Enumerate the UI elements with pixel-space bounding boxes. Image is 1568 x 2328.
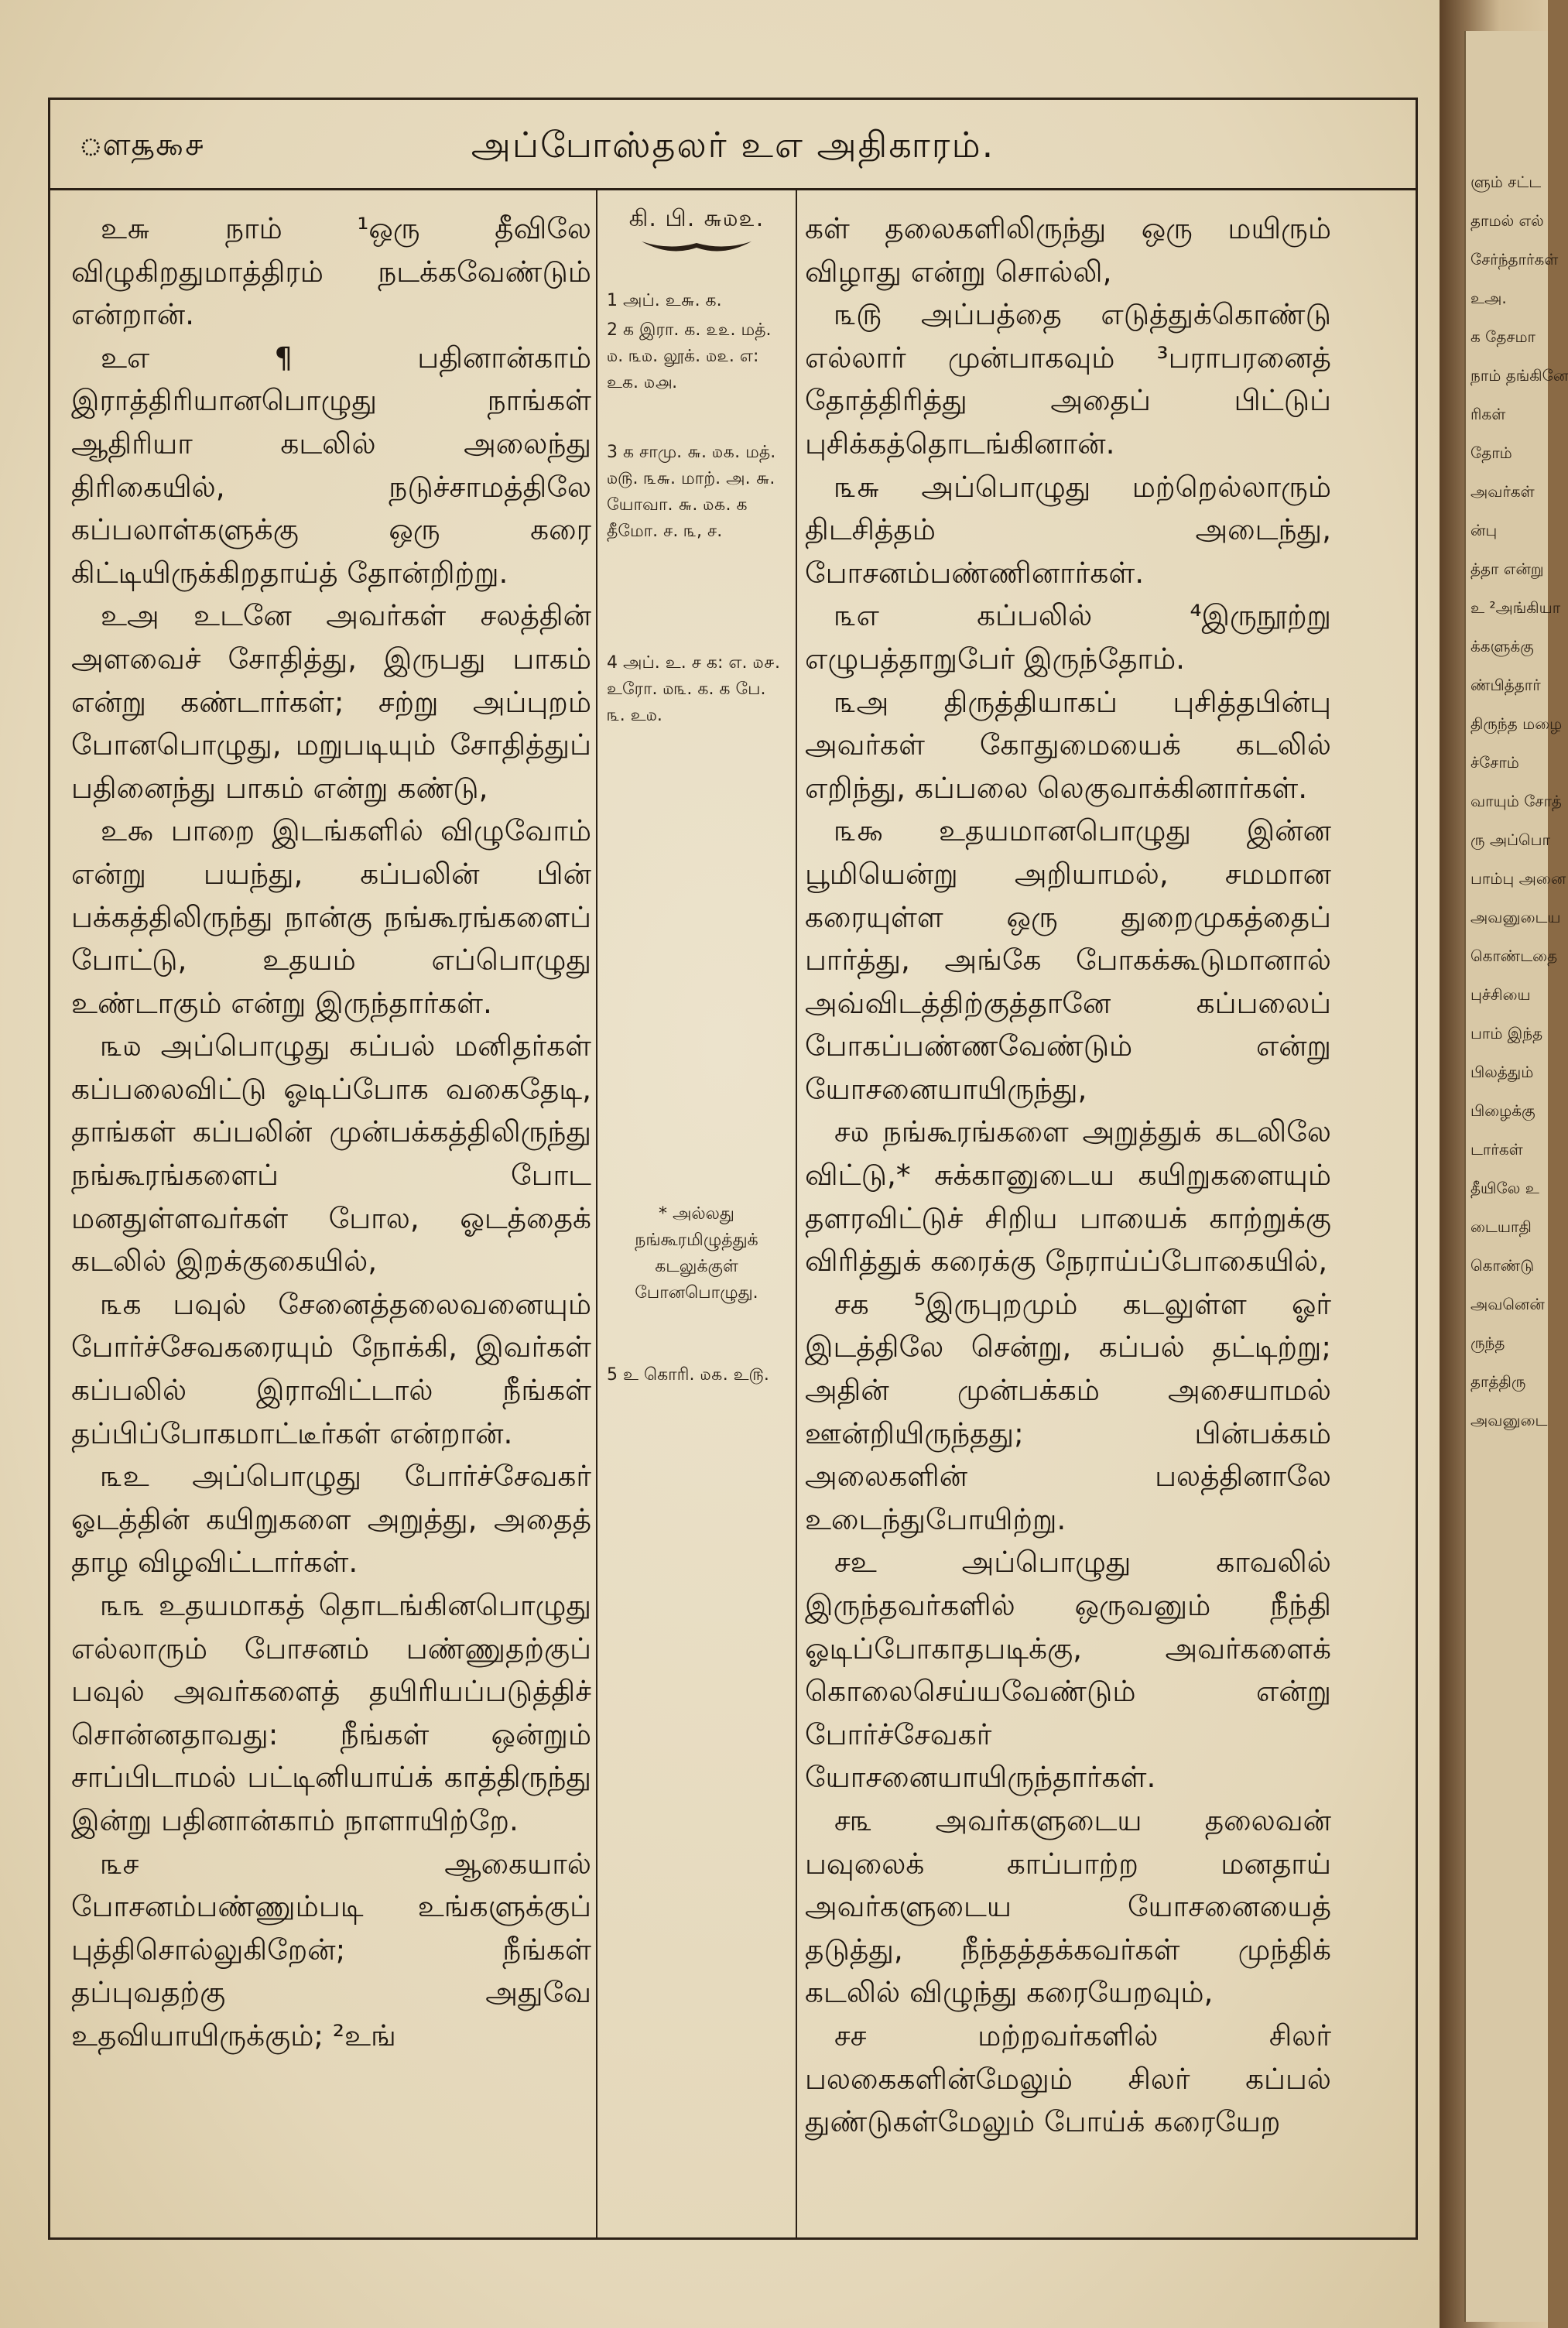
cross-reference-note: * அல்லது நங்கூரமிழுத்துக் கடலுக்குள் போனபொழுது.	[635, 1204, 758, 1303]
adjacent-page-fragment: திருந்த மழை	[1470, 714, 1563, 733]
verse-paragraph: சக ⁵இருபுறமும் கடலுள்ள ஓர் இடத்திலே சென்று, கப்பல் தட்டிற்று; அதின் முன்பக்கம் அசையாமல் ஊன்றியிருந்தது; பின்பக்கம் அலைகளின் பலத்தினாலே உடைந்துபோயிற்று.	[805, 1286, 1331, 1536]
column-rule-right	[796, 190, 797, 2240]
adjacent-page-fragment: ளும் சட்ட	[1470, 173, 1542, 191]
verse-paragraph: ச௩ அவர்களுடைய தலைவன் பவுலைக் காப்பாற்ற மனதாய் அவர்களுடைய யோசனையைத் தடுத்து, நீந்தத்தக்கவர்கள் முந்திக் கடலில் விழுந்து கரையேறவும்,	[805, 1802, 1331, 2010]
verse-paragraph: சச மற்றவர்களில் சிலர் பலகைகளின்மேலும் சிலர் கப்பல் துண்டுகள்மேலும் போய்க் கரையேற	[805, 2018, 1331, 2139]
margin-heading: கி. பி. ௬௰௨.	[628, 205, 765, 232]
verse-paragraph: சஉ அப்பொழுது காவலில் இருந்தவர்களில் ஒருவனும் நீந்தி ஓடிப்போகாதபடிக்கு, அவர்களைக் கொலைசெய்யவேண்டும் என்று போர்ச்சேவகர் யோசனையாயிருந்தார்கள்.	[805, 1545, 1331, 1795]
adjacent-page	[1464, 31, 1568, 2322]
verse-paragraph: ௩௩ உதயமாகத் தொடங்கினபொழுது எல்லாரும் போசனம் பண்ணுதற்குப் பவுல் அவர்களைத் தயிரியப்படுத்திச் சொன்னதாவது: நீங்கள் ஒன்றும் சாப்பிடாமல் பட்டினியாய்க் காத்திருந்து இன்று பதினான்காம் நாளாயிற்றே.	[71, 1588, 591, 1837]
verse-paragraph: ௩அ திருத்தியாகப் புசித்தபின்பு அவர்கள் கோதுமையைக் கடலில் எறிந்து, கப்பலை லெகுவாக்கினார்கள்.	[805, 684, 1331, 805]
adjacent-page-fragment: தோம்	[1470, 443, 1512, 462]
cross-reference-note: 5 உ கொரி. ௰௧. உ௫.	[607, 1365, 769, 1385]
adjacent-page-fragment: அவனென்	[1470, 1295, 1545, 1313]
verse-paragraph: உ௬ நாம் ¹ஒரு தீவிலே விழுகிறதுமாத்திரம் நடக்கவேண்டும் என்றான்.	[71, 211, 591, 332]
verse-paragraph: ௩௫ அப்பத்தை எடுத்துக்கொண்டு எல்லார் முன்பாகவும் ³பராபரனைத் தோத்திரித்து அதைப் பிட்டுப் புசிக்கத்தொடங்கினான்.	[805, 297, 1331, 460]
ornament-flourish-icon	[638, 237, 755, 257]
adjacent-page-fragment: க தேசமா	[1470, 327, 1535, 346]
cross-reference-note: 2 க இரா. க. ௨௨. மத். ௰. ௩௰. லூக். ௰௨. எ: உக. ௰௮.	[607, 320, 772, 392]
adjacent-page-fragment: தாமல் எல்	[1470, 211, 1544, 230]
adjacent-page-fragment: ண்பித்தார்	[1470, 676, 1541, 694]
adjacent-page-fragment: கொண்டதை	[1470, 947, 1558, 965]
adjacent-page-fragment: சேர்ந்தார்கள்	[1470, 250, 1559, 269]
adjacent-page-fragment: பிலத்தும்	[1470, 1063, 1534, 1081]
page-header	[48, 98, 1418, 190]
adjacent-page-fragment: ருந்த	[1470, 1333, 1505, 1352]
adjacent-page-fragment: அவர்கள்	[1470, 482, 1535, 501]
verse-paragraph: கள் தலைகளிலிருந்து ஒரு மயிரும் விழாது என்று சொல்லி,	[805, 211, 1331, 289]
page-number: ௗ௲௯௪	[79, 127, 206, 163]
cross-reference-note: 4 அப். உ. ச க: எ. ௰௪. உரோ. ௰௩. க. க பே. ௩. உ௰.	[607, 653, 780, 725]
adjacent-page-fragment: புச்சியை	[1470, 985, 1531, 1004]
cross-reference-note: 1 அப். உ௬. க.	[607, 291, 722, 310]
margin-references	[607, 205, 786, 1385]
left-column	[71, 207, 591, 2058]
adjacent-page-fragment: ன்பு	[1470, 521, 1498, 539]
right-column	[805, 207, 1331, 2144]
verse-paragraph: ௩உ அப்பொழுது போர்ச்சேவகர் ஓடத்தின் கயிறுகளை அறுத்து, அதைத் தாழ விழவிட்டார்கள்.	[71, 1459, 591, 1580]
adjacent-page-fragment: ரு அப்பொ	[1470, 830, 1550, 849]
verse-paragraph: உஎ ¶ பதினான்காம் இராத்திரியானபொழுது நாங்கள் ஆதிரியா கடலில் அலைந்து திரிகையில், நடுச்சாமத்திலே கப்பலாள்களுக்கு ஒரு கரை கிட்டியிருக்கிறதாய்த் தோன்றிற்று.	[71, 340, 591, 590]
verse-paragraph: உ௯ பாறை இடங்களில் விழுவோம் என்று பயந்து, கப்பலின் பின் பக்கத்திலிருந்து நான்கு நங்கூரங்களைப் போட்டு, உதயம் எப்பொழுது உண்டாகும் என்று இருந்தார்கள்.	[71, 813, 591, 1020]
adjacent-page-fragment: க்களுக்கு	[1470, 637, 1534, 656]
adjacent-page-fragment: அவனுடைய	[1470, 908, 1561, 926]
adjacent-page-fragment: உ ²அங்கியா	[1470, 598, 1561, 617]
verse-paragraph: ௩௯ உதயமானபொழுது இன்ன பூமியென்று அறியாமல், சமமான கரையுள்ள ஒரு துறைமுகத்தைப் பார்த்து, அங்கே போகக்கூடுமானால் அவ்விடத்திற்குத்தானே கப்பலைப் போகப்பண்ணவேண்டும் என்று யோசனையாயிருந்து,	[805, 813, 1331, 1106]
adjacent-page-fragment: பாம்பு அனை	[1470, 869, 1566, 888]
adjacent-page-fragment: பாம் இந்த	[1470, 1024, 1543, 1042]
adjacent-page-fragment: அவனுடை	[1470, 1411, 1548, 1429]
verse-paragraph: ௩க பவுல் சேனைத்தலைவனையும் போர்ச்சேவகரையும் நோக்கி, இவர்கள் கப்பலில் இராவிட்டால் நீங்கள் தப்பிப்போகமாட்டீர்கள் என்றான்.	[71, 1286, 591, 1450]
adjacent-page-fragment: தீயிலே உ	[1470, 1179, 1539, 1197]
adjacent-page-fragment: டார்கள்	[1470, 1140, 1523, 1159]
adjacent-page-fragment: டையாதி	[1470, 1217, 1532, 1236]
verse-paragraph: ௩௰ அப்பொழுது கப்பல் மனிதர்கள் கப்பலைவிட்டு ஓடிப்போக வகைதேடி, தாங்கள் கப்பலின் முன்பக்கத்திலிருந்து நங்கூரங்களைப் போட மனதுள்ளவர்கள் போல, ஓடத்தைக் கடலில் இறக்குகையில்,	[71, 1029, 591, 1279]
verse-paragraph: ச௰ நங்கூரங்களை அறுத்துக் கடலிலே விட்டு,* சுக்கானுடைய கயிறுகளையும் தளரவிட்டுச் சிறிய பாயைக் காற்றுக்கு விரித்துக் கரைக்கு நேராய்ப்போகையில்,	[805, 1114, 1331, 1279]
verse-paragraph: உஅ உடனே அவர்கள் சலத்தின் அளவைச் சோதித்து, இருபது பாகம் என்று கண்டார்கள்; சற்று அப்புறம் போனபொழுது, மறுபடியும் சோதித்துப் பதினைந்து பாகம் என்று கண்டு,	[71, 598, 591, 805]
adjacent-page-fragment: ச்சோம்	[1470, 753, 1519, 772]
running-title: அப்போஸ்தலர் உஎ அதிகாரம்.	[471, 124, 995, 166]
verse-paragraph: ௩ச ஆகையால் போசனம்பண்ணும்படி உங்களுக்குப் புத்திசொல்லுகிறேன்; நீங்கள் தப்புவதற்கு அதுவே உதவியாயிருக்கும்; ²உங்	[71, 1846, 591, 2052]
cross-reference-note: 3 க சாமு. ௬. ௰௧. மத். ௰௫. ௩௬. மாற். அ. ௬. யோவா. ௬. ௰௧. க தீமோ. ச. ௩, ச.	[607, 443, 776, 541]
column-rule-left	[596, 190, 597, 2240]
adjacent-page-fragment: உஅ.	[1470, 289, 1507, 307]
adjacent-page-fragment: நாம் தங்கினே	[1470, 366, 1568, 385]
adjacent-page-fragment: த்தா என்று	[1470, 560, 1544, 578]
adjacent-page-fragment: வாயும் சோத்	[1470, 792, 1562, 810]
adjacent-page-fragment: ரிகள்	[1470, 405, 1506, 423]
adjacent-page-fragment: கொண்டு	[1470, 1256, 1535, 1275]
adjacent-page-fragment: தாத்திரு	[1470, 1372, 1526, 1391]
verse-paragraph: ௩எ கப்பலில் ⁴இருநூற்று எழுபத்தாறுபேர் இருந்தோம்.	[805, 598, 1331, 676]
verse-paragraph: ௩௬ அப்பொழுது மற்றெல்லாரும் திடசித்தம் அடைந்து, போசனம்பண்ணினார்கள்.	[805, 469, 1331, 590]
adjacent-page-fragment: பிழைக்கு	[1470, 1101, 1535, 1120]
